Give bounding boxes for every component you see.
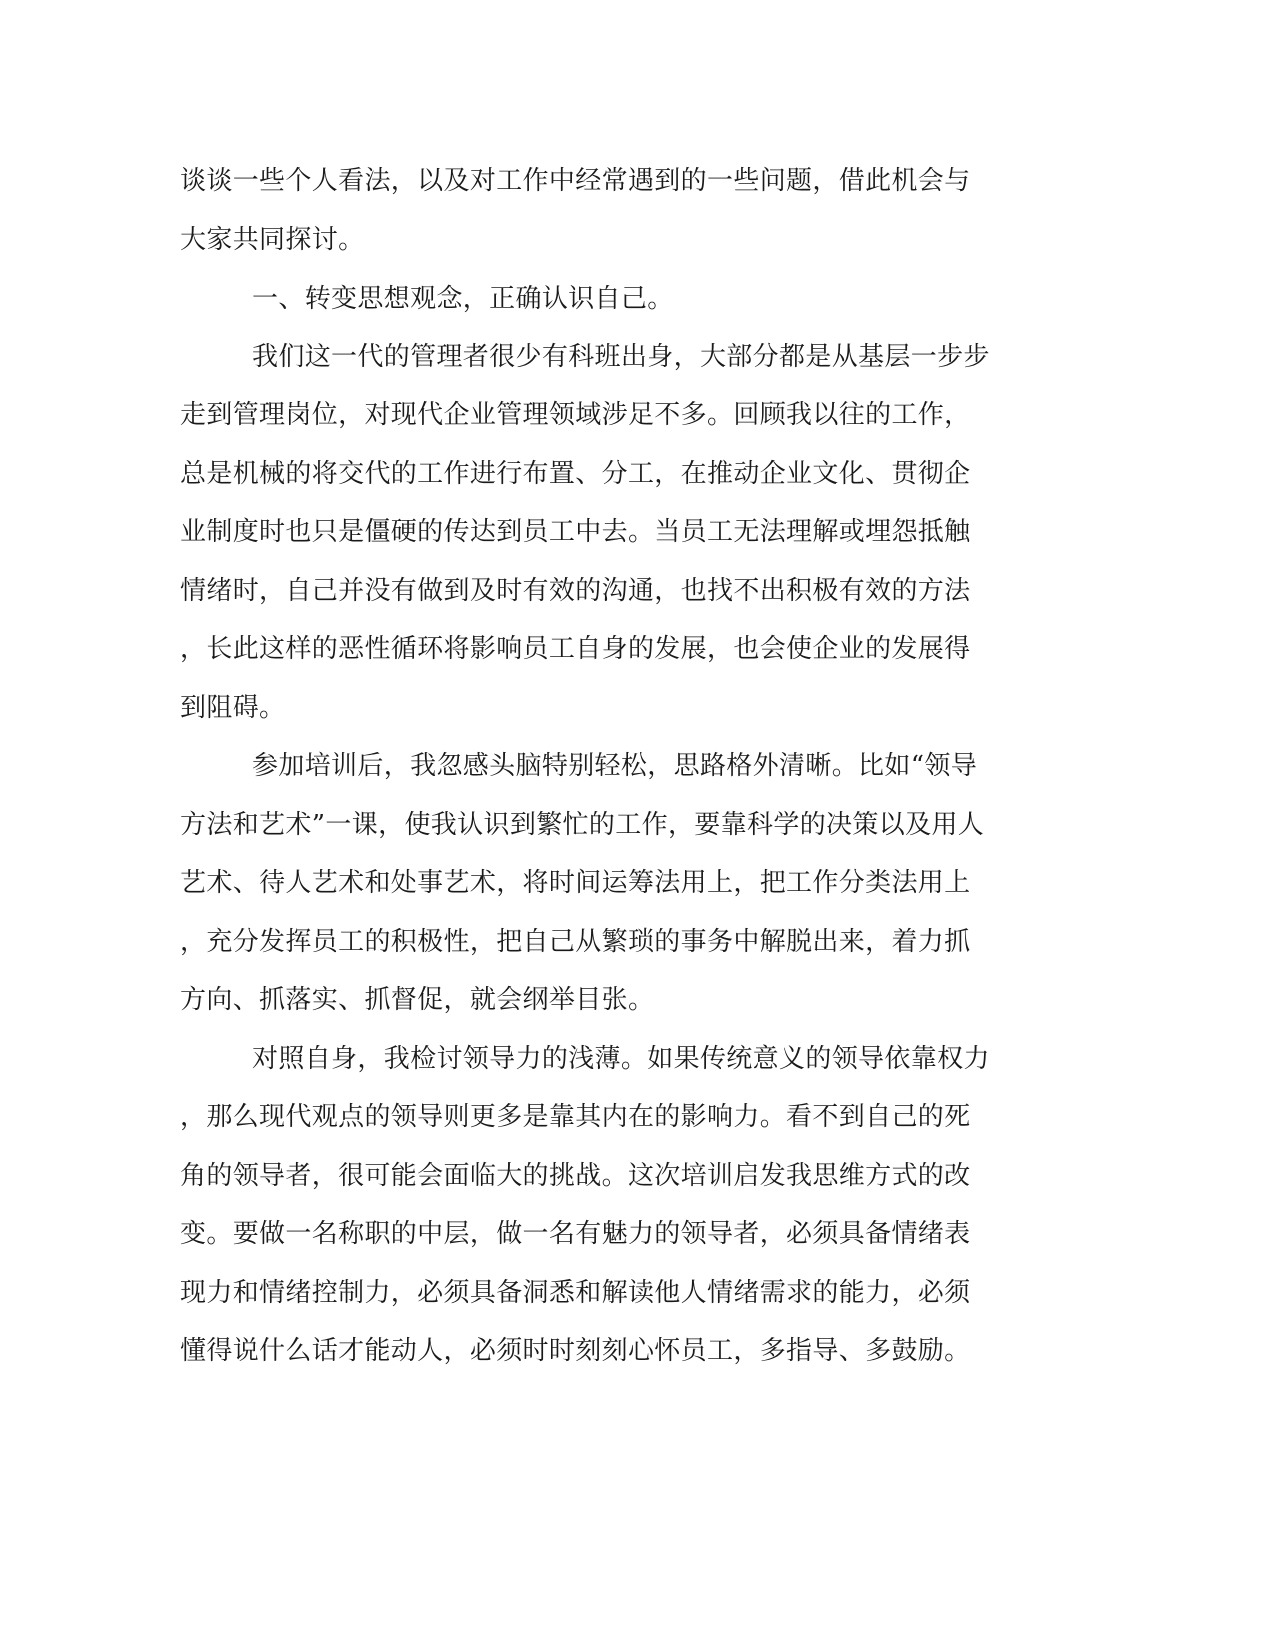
text-line: 懂得说什么话才能动人，必须时时刻刻心怀员工，多指导、多鼓励。 xyxy=(180,1336,971,1366)
text-line: 参加培训后，我忽感头脑特别轻松，思路格外清晰。比如“领导 xyxy=(252,751,978,781)
text-line: ，那么现代观点的领导则更多是靠其内在的影响力。看不到自己的死 xyxy=(180,1102,971,1132)
text-line: ，长此这样的恶性循环将影响员工自身的发展，也会使企业的发展得 xyxy=(180,634,971,664)
text-line: 变。要做一名称职的中层，做一名有魅力的领导者，必须具备情绪表 xyxy=(180,1219,971,1249)
section-heading: 一、转变思想观念，正确认识自己。 xyxy=(252,284,674,314)
text-line: 大家共同探讨。 xyxy=(180,225,365,255)
text-line: 艺术、待人艺术和处事艺术，将时间运筹法用上，把工作分类法用上 xyxy=(180,868,971,898)
text-line: 我们这一代的管理者很少有科班出身，大部分都是从基层一步步 xyxy=(252,342,990,372)
text-line: 角的领导者，很可能会面临大的挑战。这次培训启发我思维方式的改 xyxy=(180,1161,971,1191)
text-line: 对照自身，我检讨领导力的浅薄。如果传统意义的领导依靠权力 xyxy=(252,1044,990,1074)
text-line: 到阻碍。 xyxy=(180,693,286,723)
text-line: 方法和艺术”一课，使我认识到繁忙的工作，要靠科学的决策以及用人 xyxy=(180,810,985,840)
text-line: 现力和情绪控制力，必须具备洞悉和解读他人情绪需求的能力，必须 xyxy=(180,1278,971,1308)
text-line: 总是机械的将交代的工作进行布置、分工，在推动企业文化、贯彻企 xyxy=(180,459,971,489)
text-line: ，充分发挥员工的积极性，把自己从繁琐的事务中解脱出来，着力抓 xyxy=(180,927,971,957)
text-line: 方向、抓落实、抓督促，就会纲举目张。 xyxy=(180,985,655,1015)
text-line: 谈谈一些个人看法，以及对工作中经常遇到的一些问题，借此机会与 xyxy=(180,166,971,196)
text-line: 业制度时也只是僵硬的传达到员工中去。当员工无法理解或埋怨抵触 xyxy=(180,517,971,547)
text-line: 走到管理岗位，对现代企业管理领域涉足不多。回顾我以往的工作， xyxy=(180,400,971,430)
text-line: 情绪时，自己并没有做到及时有效的沟通，也找不出积极有效的方法 xyxy=(180,576,971,606)
